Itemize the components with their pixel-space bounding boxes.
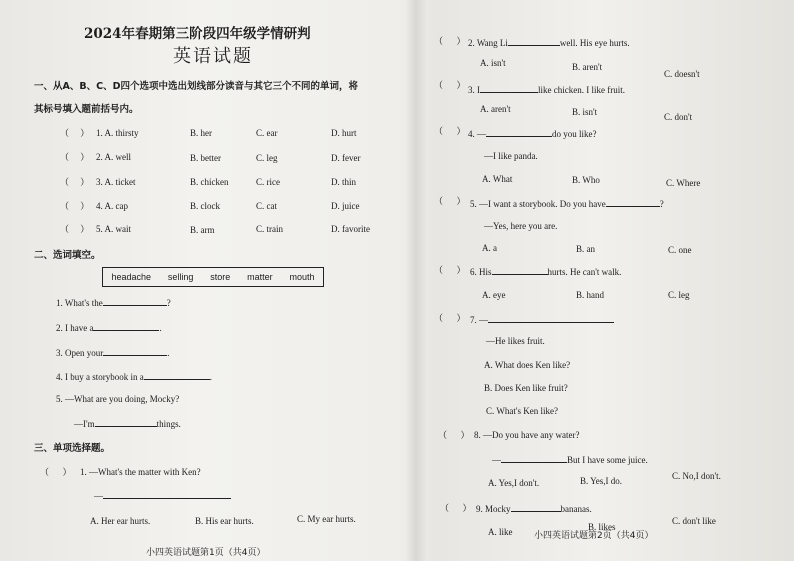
page-footer-right: 小四英语试题第2页（共4页） <box>534 531 654 541</box>
option-b: B. hand <box>576 290 604 300</box>
option-a: A. What <box>482 174 513 184</box>
option-b: B. likes <box>588 522 616 532</box>
mc-question <box>468 37 630 49</box>
answer-paren[interactable]: （ ） <box>434 80 466 90</box>
answer-paren[interactable]: （ ） <box>60 201 90 211</box>
fill-question-reply <box>74 418 181 430</box>
section3-heading: 三、单项选择题。 <box>34 443 111 454</box>
answer-blank[interactable] <box>511 503 561 512</box>
mc-reply: —He likes fruit. <box>486 336 545 346</box>
option-c: C. What's Ken like? <box>486 406 558 416</box>
question-end: ? <box>166 298 171 308</box>
answer-paren[interactable]: （ ） <box>60 177 90 187</box>
option-d: D. favorite <box>331 224 370 234</box>
option-d: D. fever <box>331 153 361 163</box>
option-a: A. What does Ken like? <box>484 360 571 370</box>
question-text: 3. Open your <box>56 348 104 358</box>
question-end: hurts. He can't walk. <box>547 267 622 277</box>
item-number: 3. <box>96 177 103 187</box>
question-end: bananas. <box>560 504 592 514</box>
option-b: B. Does Ken like fruit? <box>484 383 568 393</box>
dash: — <box>94 491 103 501</box>
option-c: C. Where <box>666 178 701 188</box>
answer-paren[interactable]: （ ） <box>434 36 466 46</box>
option-c: C. ear <box>256 128 278 138</box>
option-c: C. train <box>256 224 283 234</box>
item-number: 5. <box>96 224 103 234</box>
word-bank-item: store <box>210 272 231 282</box>
answer-blank[interactable] <box>95 418 157 427</box>
option-d: D. juice <box>331 201 360 211</box>
word-bank-item: matter <box>247 272 273 282</box>
question-text: 2. Wang Li <box>468 38 508 48</box>
answer-paren[interactable]: （ ） <box>434 126 466 136</box>
option-a: A. well <box>104 152 132 162</box>
option-a: A. a <box>482 243 497 253</box>
answer-blank[interactable] <box>488 314 614 323</box>
section2-heading: 二、选词填空。 <box>34 250 101 261</box>
option-c: C. No,I don't. <box>672 471 721 481</box>
word-bank-item: headache <box>111 272 151 282</box>
option-b: B. chicken <box>190 177 229 187</box>
question-end: like chicken. I like fruit. <box>538 85 625 95</box>
answer-paren[interactable]: （ ） <box>434 265 466 275</box>
fill-question <box>56 347 170 359</box>
question-end: . <box>209 372 212 382</box>
answer-paren[interactable]: （ ） <box>440 503 472 513</box>
answer-paren[interactable]: （ ） <box>60 128 90 138</box>
item-number: 1. <box>96 128 103 138</box>
option-c: C. don't <box>664 112 693 122</box>
option-a: A. Yes,I don't. <box>488 478 540 488</box>
exam-subtitle: 英语试题 <box>173 46 253 67</box>
mc-reply: —I like panda. <box>484 151 538 161</box>
exam-title: 2024年春期第三阶段四年级学情研判 <box>84 26 311 42</box>
section1-heading-cont: 其标号填入题前括号内。 <box>34 104 139 115</box>
item-number: 2. <box>96 152 103 162</box>
answer-blank[interactable] <box>93 322 162 333</box>
question-end: ? <box>659 199 664 209</box>
word-bank-item: mouth <box>289 272 315 282</box>
question-text: 4. — <box>468 129 486 139</box>
fill-question <box>56 371 212 383</box>
mc-question <box>470 198 664 210</box>
answer-paren[interactable]: （ ） <box>60 224 90 234</box>
answer-paren[interactable]: （ ） <box>60 152 90 162</box>
word-bank-item: selling <box>167 272 194 282</box>
mc-question <box>470 266 621 278</box>
fill-question <box>56 322 162 334</box>
option-a: A. Her ear hurts. <box>90 516 151 526</box>
option-c: C. leg <box>668 290 690 300</box>
question-text: 4. I buy a storybook in a <box>56 372 144 382</box>
answer-blank[interactable] <box>486 128 552 137</box>
option-a: A. aren't <box>480 104 511 114</box>
option-b: B. aren't <box>572 62 603 72</box>
mc-question <box>470 314 614 326</box>
mc-question <box>468 128 597 140</box>
question-end: do you like? <box>552 129 597 139</box>
option-b: B. His ear hurts. <box>195 516 254 526</box>
question-text: 6. His <box>470 267 492 277</box>
dash: — <box>492 455 501 465</box>
answer-paren[interactable]: （ ） <box>434 313 466 323</box>
question-end: . <box>159 323 162 333</box>
mc-question <box>468 84 625 96</box>
option-b: B. better <box>190 153 221 163</box>
option-a: A. cap <box>104 201 129 211</box>
option-a: A. thirsty <box>104 128 139 138</box>
answer-paren[interactable]: （ ） <box>40 467 72 477</box>
option-d: D. hurt <box>331 128 357 138</box>
mc-question: 8. —Do you have any water? <box>474 430 580 440</box>
option-b: B. her <box>190 128 212 138</box>
mc-reply: —Yes, here you are. <box>484 221 558 231</box>
question-end: . <box>167 348 170 358</box>
option-c: C. rice <box>256 177 280 187</box>
page-fold-shadow <box>405 0 427 561</box>
option-b: B. Who <box>572 175 600 185</box>
option-b: B. isn't <box>572 107 598 117</box>
option-c: C. don't like <box>672 516 716 526</box>
option-c: C. cat <box>256 201 277 211</box>
option-a: A. eye <box>482 290 506 300</box>
mc-question <box>476 503 592 515</box>
mc-dash-line <box>94 490 231 502</box>
question-text: 1. What's the <box>56 298 103 308</box>
answer-blank[interactable] <box>103 347 170 358</box>
answer-blank[interactable] <box>103 297 167 306</box>
section1-heading: 一、从A、B、C、D四个选项中选出划线部分读音与其它三个不同的单词，将 <box>34 81 358 92</box>
answer-blank[interactable] <box>144 371 210 380</box>
question-text: 5. —I want a storybook. Do you have <box>470 199 606 209</box>
option-a: A. ticket <box>104 177 136 187</box>
option-a: A. isn't <box>480 58 506 68</box>
question-text: 3. I <box>468 85 480 95</box>
mc-question: 1. —What's the matter with Ken? <box>80 467 201 477</box>
fill-question: 5. —What are you doing, Mocky? <box>56 394 180 404</box>
answer-paren[interactable]: （ ） <box>438 430 470 440</box>
option-c: C. leg <box>256 153 278 163</box>
option-b: B. an <box>576 244 595 254</box>
option-d: D. thin <box>331 177 357 187</box>
question-text: 7. — <box>470 315 488 325</box>
answer-blank[interactable] <box>508 37 560 46</box>
page-footer-left: 小四英语试题第1页（共4页） <box>146 548 266 558</box>
answer-blank[interactable] <box>480 84 538 93</box>
option-a: A. wait <box>104 224 132 234</box>
question-end: well. His eye hurts. <box>559 38 630 48</box>
question-text: 2. I have a <box>56 323 94 333</box>
item-number: 4. <box>96 201 103 211</box>
word-bank <box>102 267 324 287</box>
mc-reply <box>492 454 648 466</box>
option-b: B. clock <box>190 201 220 211</box>
answer-blank[interactable] <box>103 490 231 499</box>
option-c: C. doesn't <box>664 69 700 79</box>
question-end: But I have some juice. <box>567 455 648 465</box>
option-c: C. one <box>668 245 692 255</box>
fill-question <box>56 297 171 309</box>
question-end: things. <box>156 419 181 429</box>
option-c: C. My ear hurts. <box>297 514 356 524</box>
answer-blank[interactable] <box>492 266 548 275</box>
question-text: —I'm <box>74 419 95 429</box>
option-a: A. like <box>488 527 513 537</box>
question-text: 9. Mocky <box>476 504 511 514</box>
option-b: B. arm <box>190 225 215 235</box>
answer-paren[interactable]: （ ） <box>434 196 466 206</box>
answer-blank[interactable] <box>606 198 660 207</box>
option-b: B. Yes,I do. <box>580 476 623 486</box>
answer-blank[interactable] <box>501 454 567 463</box>
